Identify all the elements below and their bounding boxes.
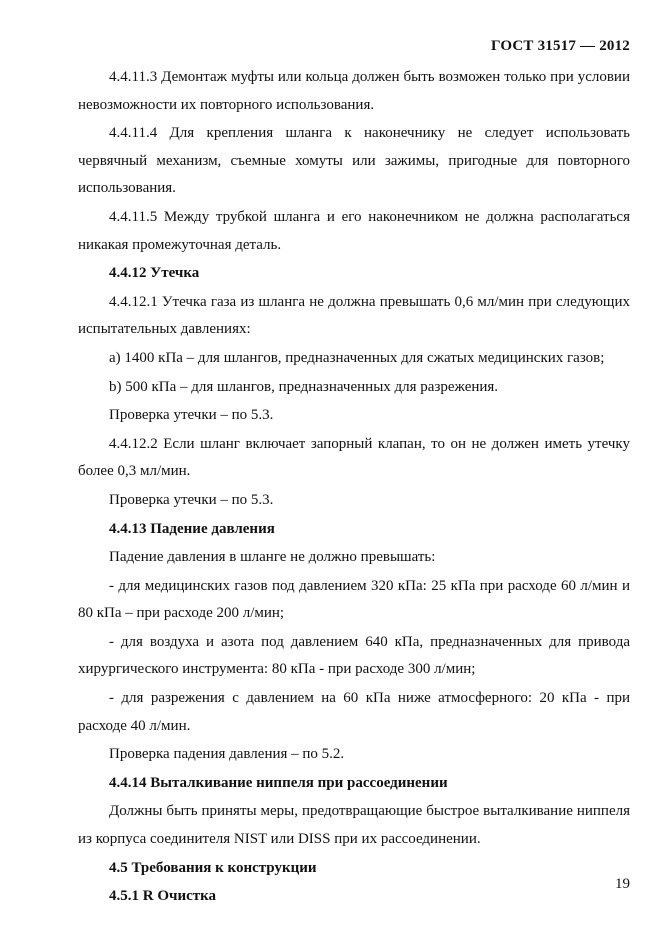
body-paragraph: a) 1400 кПа – для шлангов, предназначенных для сжатых медицинских газов;	[109, 349, 605, 366]
body-paragraph: - для разрежения с давлением на 60 кПа ниже атмосферного: 20 кПа - при расходе 40 л/мин.	[78, 690, 630, 734]
section-heading: 4.4.12 Утечка	[109, 265, 200, 282]
body-paragraph: Проверка падения давления – по 5.2.	[109, 746, 345, 763]
body-paragraph: - для воздуха и азота под давлением 640 кПа, предназначенных для привода хирургического инструмента: 80 кПа - при расходе 300 л/мин;	[78, 633, 630, 678]
body-paragraph: - для медицинских газов под давлением 320 кПа: 25 кПа при расходе 60 л/мин и 80 кПа – при расходе 200 л/мин;	[78, 577, 630, 622]
body-paragraph: 4.4.12.2 Если шланг включает запорный клапан, то он не должен иметь утечку более 0,3 мл/мин.	[78, 435, 630, 480]
body-paragraph: Проверка утечки – по 5.3.	[109, 407, 274, 424]
body-paragraph: Падение давления в шланге не должно превышать:	[109, 549, 436, 566]
page-number: 19	[615, 876, 630, 892]
body-paragraph: Проверка утечки – по 5.3.	[109, 491, 274, 508]
section-heading: 4.4.13 Падение давления	[109, 520, 275, 537]
section-heading: 4.4.14 Выталкивание ниппеля при рассоединении	[109, 774, 448, 791]
section-heading: 4.5.1 R Очистка	[109, 888, 217, 905]
body-paragraph: b) 500 кПа – для шлангов, предназначенных для разрежения.	[109, 378, 499, 395]
document-header: ГОСТ 31517 — 2012	[490, 38, 630, 54]
body-paragraph: 4.4.12.1 Утечка газа из шланга не должна превышать 0,6 мл/мин при следующих испытательных давлениях:	[78, 293, 630, 338]
body-paragraph: 4.4.11.5 Между трубкой шланга и его наконечником не должна располагаться никакая промежуточная деталь.	[78, 208, 630, 253]
body-paragraph: Должны быть приняты меры, предотвращающие быстрое выталкивание ниппеля из корпуса соединителя NIST или DISS при их рассоединении.	[78, 803, 630, 848]
section-heading: 4.5 Требования к конструкции	[109, 859, 317, 876]
document-body	[78, 64, 630, 912]
body-paragraph: 4.4.11.3 Демонтаж муфты или кольца должен быть возможен только при условии невозможности их повторного использования.	[78, 69, 630, 113]
body-paragraph: 4.4.11.4 Для крепления шланга к наконечнику не следует использовать червячный механизм, съемные хомуты или зажимы, пригодные для повторного использования.	[78, 125, 630, 197]
